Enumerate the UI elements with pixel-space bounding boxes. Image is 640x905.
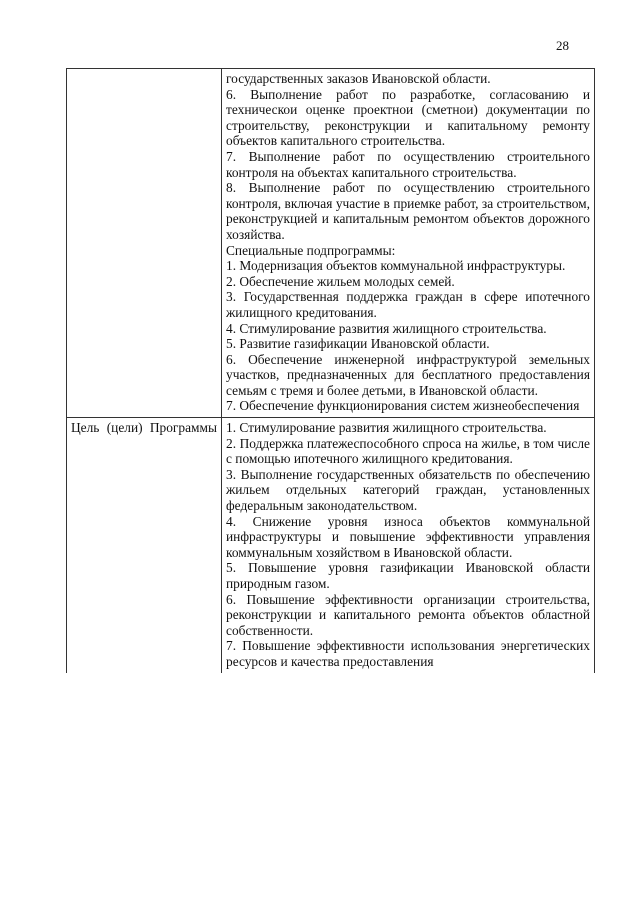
paragraph: 6. Повышение эффективности организации строительства, реконструкции и капитального ремонта объектов областной собственности. [226, 591, 590, 638]
table-row [67, 418, 595, 673]
paragraph: 1. Модернизация объектов коммунальной инфраструктуры. [226, 258, 566, 274]
paragraph: 8. Выполнение работ по осуществлению строительного контроля, включая участие в приемке работ, за строительством, реконструкцией и капитальным ремонтом объектов дорожного хозяйства. [226, 180, 590, 242]
paragraph: 7. Выполнение работ по осуществлению строительного контроля на объектах капитального строительства. [226, 148, 590, 180]
paragraph: 6. Обеспечение инженерной инфраструктурой земельных участков, предназначенных для бесплатного предоставления семьям с тремя и более детьми, в Ивановской области. [226, 351, 590, 398]
row-content-cell [222, 69, 595, 418]
paragraph: 1. Стимулирование развития жилищного строительства. [226, 420, 547, 436]
paragraph: 5. Повышение уровня газификации Ивановской области природным газом. [226, 560, 590, 591]
paragraph: 7. Обеспечение функционирования систем жизнеобеспечения [226, 398, 580, 414]
row-label-cell [67, 69, 222, 418]
paragraph: государственных заказов Ивановской области. [226, 71, 491, 86]
paragraph: 7. Повышение эффективности использования энергетических ресурсов и качества предоставления [226, 638, 590, 669]
paragraph: 4. Снижение уровня износа объектов коммунальной инфраструктуры и повышение эффективности управления коммунальным хозяйством в Ивановской области. [226, 513, 590, 560]
table-row [67, 69, 595, 418]
row-label-cell: Цель (цели) Программы [67, 418, 222, 673]
paragraph: 6. Выполнение работ по разработке, согласованию и техническои оценке проектнои (сметнои) документации по строительству, реконструкции и капитальному ремонту объектов капитального строительства. [226, 86, 590, 149]
page-number: 28 [556, 38, 569, 53]
paragraph: 3. Государственная поддержка граждан в сфере ипотечного жилищного кредитования. [226, 289, 590, 320]
paragraph: 4. Стимулирование развития жилищного строительства. [226, 320, 547, 336]
row-content-cell [222, 418, 595, 673]
paragraph: 5. Развитие газификации Ивановской области. [226, 336, 490, 352]
program-passport-table [66, 68, 595, 673]
paragraph: 2. Поддержка платежеспособного спроса на жилье, в том числе с помощью ипотечного жилищного кредитования. [226, 435, 590, 467]
paragraph: Специальные подпрограммы: [226, 242, 396, 258]
paragraph: 3. Выполнение государственных обязательств по обеспечению жильем отдельных категорий граждан, установленных федеральным законодательством. [226, 466, 590, 514]
paragraph: 2. Обеспечение жильем молодых семей. [226, 273, 455, 289]
